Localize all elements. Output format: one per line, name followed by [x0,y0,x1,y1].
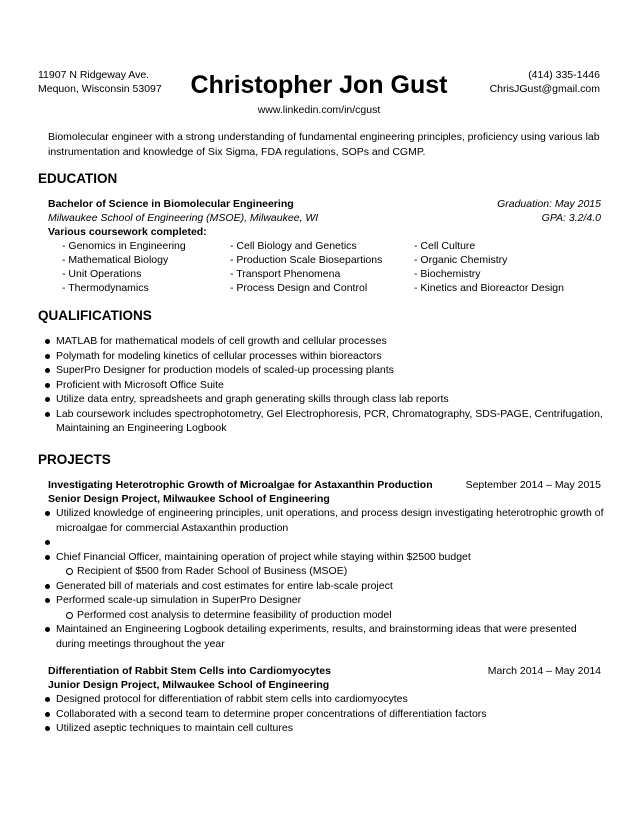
bullet-icon [45,412,50,417]
coursework-row [48,225,601,239]
sub-bullet-icon [66,568,73,575]
email-address[interactable]: ChrisJGust@gmail.com [489,83,600,95]
project1-title-row [48,478,601,492]
bullet-icon [45,584,50,589]
address-line1: 11907 N Ridgeway Ave. [38,69,150,81]
linkedin-url[interactable]: www.linkedin.com/in/cgust [257,104,381,116]
course-grid [62,239,602,295]
list-item: MATLAB for mathematical models of cell growth and cellular processes [40,334,605,349]
list-item: Chief Financial Officer, maintaining operation of project while staying within $2500 budget [40,550,605,565]
list-item: Utilized aseptic techniques to maintain cell cultures [40,721,605,736]
bullet-icon [45,354,50,359]
course-item: - Unit Operations [62,268,142,280]
list-item: Lab coursework includes spectrophotometry, Gel Electrophoresis, PCR, Chromatography, SDS-PAGE, Centrifugation, Maintaining an Engineering Logbook [40,407,605,436]
course-item: - Process Design and Control [230,282,368,294]
list-item: SuperPro Designer for production models of scaled-up processing plants [40,363,605,378]
list-item: Maintained an Engineering Logbook detailing experiments, results, and brainstorming ideas that were presented during meetings throughout the year [40,622,605,651]
address-line2: Mequon, Wisconsin 53097 [38,83,162,95]
candidate-name: Christopher Jon Gust [190,71,448,99]
course-item: - Cell Biology and Genetics [230,240,357,252]
list-item: Performed scale-up simulation in SuperPro Designer [40,593,605,608]
list-item [40,535,605,550]
bullet-icon [45,368,50,373]
school: Milwaukee School of Engineering (MSOE), Milwaukee, WI [48,212,319,224]
graduation-date: Graduation: May 2015 [497,198,601,210]
project2-list [40,692,605,736]
education-heading: EDUCATION [38,171,118,186]
project2-title: Differentiation of Rabbit Stem Cells into Cardiomyocytes [48,665,331,677]
course-item: - Transport Phenomena [230,268,341,280]
course-item: - Genomics in Engineering [62,240,186,252]
project1-dates: September 2014 – May 2015 [465,479,601,491]
sub-bullet-icon [66,612,73,619]
project2-dates: March 2014 – May 2014 [487,665,601,677]
sub-list-item: Performed cost analysis to determine feasibility of production model [40,608,605,623]
summary: Biomolecular engineer with a strong understanding of fundamental engineering principles, proficiency using various lab instrumentation and knowledge of Six Sigma, FDA regulations, SOPs and CGMP. [48,131,600,158]
sub-list-item: Recipient of $500 from Rader School of Business (MSOE) [40,564,605,579]
qualifications-list [40,334,605,436]
list-item: Utilize data entry, spreadsheets and graph generating skills through class lab reports [40,392,605,407]
bullet-icon [45,726,50,731]
course-item: - Biochemistry [414,268,481,280]
bullet-icon [45,697,50,702]
bullet-icon [45,339,50,344]
project1-subtitle-row [48,492,601,506]
degree: Bachelor of Science in Biomolecular Engineering [48,198,294,210]
school-row [48,211,601,225]
bullet-icon [45,555,50,560]
project2-subtitle: Junior Design Project, Milwaukee School of Engineering [48,679,330,691]
project1-list [40,506,605,651]
course-item: - Organic Chemistry [414,254,508,266]
course-item: - Production Scale Biosepartions [230,254,383,266]
coursework-label: Various coursework completed: [48,226,207,238]
list-item: Collaborated with a second team to determine proper concentrations of differentiation factors [40,707,605,722]
contact-block [490,68,600,96]
bullet-icon [45,383,50,388]
bullet-icon [45,712,50,717]
course-item: - Kinetics and Bioreactor Design [414,282,564,294]
qualifications-heading: QUALIFICATIONS [38,308,152,323]
bullet-icon [45,540,50,545]
degree-row [48,197,601,211]
list-item: Generated bill of materials and cost estimates for entire lab-scale project [40,579,605,594]
project1-subtitle: Senior Design Project, Milwaukee School of Engineering [48,493,330,505]
bullet-icon [45,397,50,402]
project1-title: Investigating Heterotrophic Growth of Microalgae for Astaxanthin Production [48,479,433,491]
gpa: GPA: 3.2/4.0 [541,212,601,224]
bullet-icon [45,627,50,632]
phone-number: (414) 335-1446 [528,69,600,81]
list-item: Polymath for modeling kinetics of cellular processes within bioreactors [40,349,605,364]
bullet-icon [45,598,50,603]
course-item: - Cell Culture [414,240,476,252]
project2-subtitle-row [48,678,601,692]
course-item: - Mathematical Biology [62,254,169,266]
list-item: Proficient with Microsoft Office Suite [40,378,605,393]
list-item: Utilized knowledge of engineering principles, unit operations, and process design investigating heterotrophic growth of microalgae for commercial Astaxanthin production [40,506,605,535]
projects-heading: PROJECTS [38,452,111,467]
project2-title-row [48,664,601,678]
bullet-icon [45,511,50,516]
course-item: - Thermodynamics [62,282,149,294]
list-item: Designed protocol for differentiation of rabbit stem cells into cardiomyocytes [40,692,605,707]
